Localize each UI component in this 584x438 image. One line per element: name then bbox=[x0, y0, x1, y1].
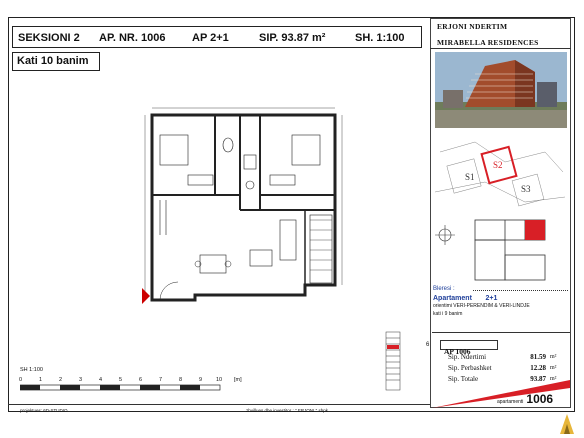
floor-plan bbox=[120, 100, 350, 315]
scale-tick-4: 4 bbox=[99, 377, 103, 383]
scale-tick-5: 5 bbox=[119, 377, 123, 383]
building-render-image bbox=[435, 52, 567, 128]
header-divider bbox=[430, 48, 571, 49]
orientation-line: orientimi VERI-PERENDIM & VERI-LINDJE bbox=[433, 303, 530, 309]
site-label-s2: S2 bbox=[493, 160, 503, 170]
apartment-label: Apartament bbox=[433, 295, 472, 302]
area-row-perbashket: Sip. Perbashket 12.28 m² bbox=[448, 364, 557, 372]
section-label: SEKSIONI 2 bbox=[18, 32, 80, 44]
apartment-type-label: AP 2+1 bbox=[192, 32, 229, 44]
scale-tick-8: 8 bbox=[179, 377, 183, 383]
company-name: ERJONI NDERTIM bbox=[437, 22, 508, 31]
area-row-totale: Sip. Totale 93.87 m² bbox=[448, 375, 557, 383]
designer-credit: projektues: 6D-STUDIO bbox=[20, 408, 68, 413]
floor-key-plan bbox=[435, 215, 567, 285]
scale-tick-3: 3 bbox=[79, 377, 83, 383]
side-number: 6 bbox=[426, 342, 430, 348]
apartment-stamp-label: apartamenti bbox=[497, 399, 524, 405]
developer-credit: zhvillues dhe investitor : " ERJONI " shpk bbox=[246, 408, 328, 413]
site-label-s1: S1 bbox=[465, 172, 475, 182]
area-row-ndertimi: Sip. Ndertimi 81.59 m² bbox=[448, 353, 557, 361]
scale-tick-0: 0 bbox=[19, 377, 23, 383]
info-block: Bleresi : Apartament 2+1 orientimi VERI-PERENDIM & VERI-LINDJE kati i 9 banim bbox=[433, 286, 568, 317]
floor-line: kati i 9 banim bbox=[433, 311, 463, 317]
apartment-stamp-number: 1006 bbox=[526, 392, 554, 406]
scale-tick-10: 10 bbox=[216, 377, 223, 383]
apartment-number-label: AP. NR. 1006 bbox=[99, 32, 166, 44]
corner-logo-icon bbox=[558, 412, 576, 434]
scale-tick-7: 7 bbox=[159, 377, 163, 383]
project-name: MIRABELLA RESIDENCES bbox=[437, 38, 539, 47]
scale-tick-9: 9 bbox=[199, 377, 203, 383]
scale-label: SH. 1:100 bbox=[355, 32, 405, 44]
areas-title-box bbox=[440, 340, 498, 356]
scale-bar-title: SH 1:100 bbox=[20, 367, 43, 373]
scale-unit: [m] bbox=[234, 377, 242, 383]
site-label-s3: S3 bbox=[521, 184, 531, 194]
scale-tick-6: 6 bbox=[139, 377, 143, 383]
apartment-type: 2+1 bbox=[485, 295, 498, 302]
area-label: SIP. 93.87 m² bbox=[259, 32, 326, 44]
floor-label: Kati 10 banim bbox=[12, 52, 100, 71]
site-plan bbox=[435, 132, 567, 217]
scale-bar bbox=[20, 384, 235, 392]
building-section-elevation bbox=[378, 330, 408, 392]
footer-divider bbox=[8, 404, 430, 405]
buyer-label: Bleresi bbox=[433, 286, 452, 292]
apartment-stamp bbox=[497, 392, 553, 406]
scale-tick-2: 2 bbox=[59, 377, 63, 383]
areas-title: AP 1006 bbox=[444, 347, 471, 356]
scale-tick-1: 1 bbox=[39, 377, 43, 383]
info-divider bbox=[432, 332, 570, 333]
